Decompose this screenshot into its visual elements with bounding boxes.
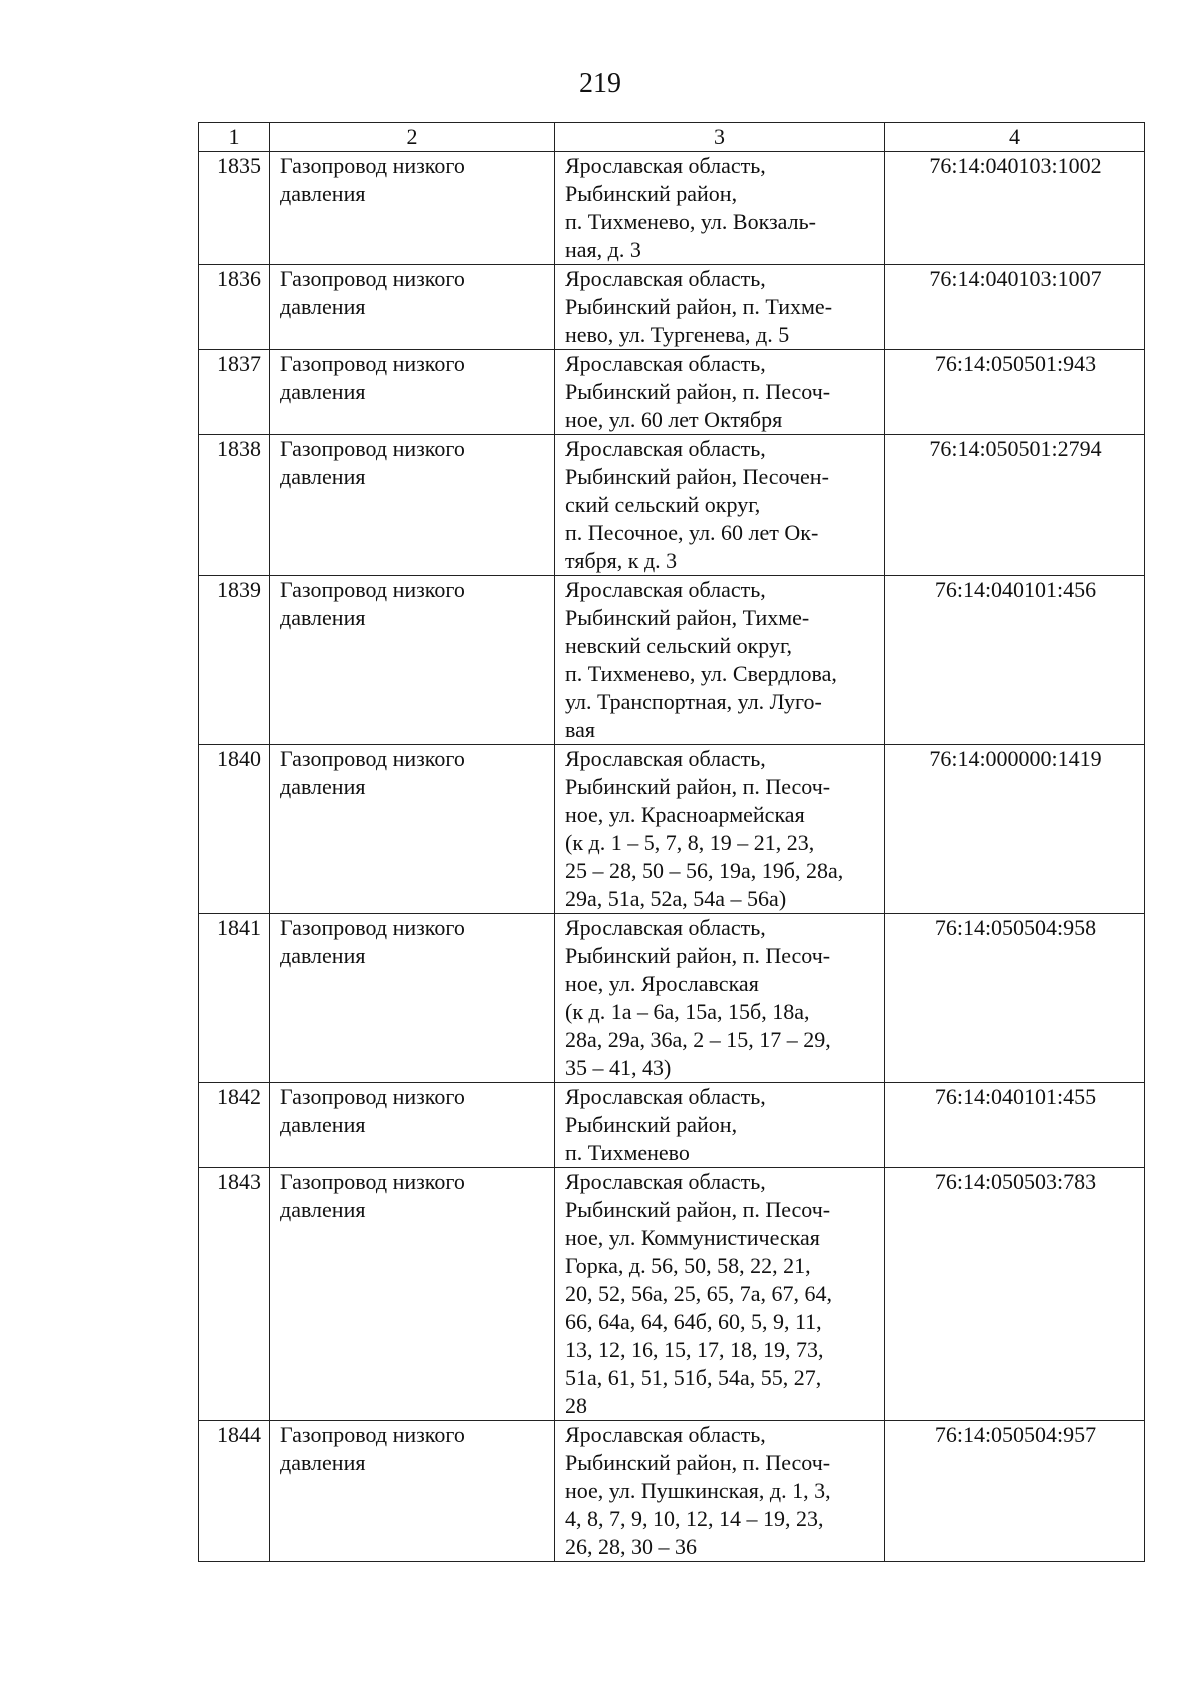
table-row xyxy=(199,745,1145,914)
address-cell xyxy=(555,152,885,265)
object-name-line: давления xyxy=(280,943,366,968)
cadastral-number: 76:14:050504:958 xyxy=(885,914,1145,1083)
row-number: 1836 xyxy=(199,265,270,350)
address-line: 13, 12, 16, 15, 17, 18, 19, 73, xyxy=(565,1337,824,1362)
column-header-3: 3 xyxy=(555,123,885,152)
table-row xyxy=(199,265,1145,350)
address-line: Рыбинский район, п. Песоч- xyxy=(565,379,831,404)
object-name-cell xyxy=(270,435,555,576)
table-body xyxy=(199,152,1145,1562)
address-line: невский сельский округ, xyxy=(565,633,793,658)
address-line: Рыбинский район, xyxy=(565,181,738,206)
object-name-line: Газопровод низкого xyxy=(280,436,465,461)
cadastral-number: 76:14:050501:943 xyxy=(885,350,1145,435)
table-row xyxy=(199,152,1145,265)
object-name-line: Газопровод низкого xyxy=(280,1084,465,1109)
address-line: 26, 28, 30 – 36 xyxy=(565,1534,697,1559)
object-name-line: давления xyxy=(280,1197,366,1222)
address-line: 28 xyxy=(565,1393,587,1418)
address-line: Ярославская область, xyxy=(565,915,766,940)
object-name-line: давления xyxy=(280,1112,366,1137)
row-number: 1843 xyxy=(199,1168,270,1421)
object-name-line: давления xyxy=(280,464,366,489)
address-cell xyxy=(555,1421,885,1562)
object-name-line: Газопровод низкого xyxy=(280,266,465,291)
column-header-1: 1 xyxy=(199,123,270,152)
table-row xyxy=(199,1168,1145,1421)
address-line: ное, ул. Коммунистическая xyxy=(565,1225,820,1250)
address-cell xyxy=(555,914,885,1083)
cadastral-number: 76:14:050503:783 xyxy=(885,1168,1145,1421)
address-line: Ярославская область, xyxy=(565,1422,766,1447)
cadastral-number: 76:14:040103:1002 xyxy=(885,152,1145,265)
object-name-line: Газопровод низкого xyxy=(280,153,465,178)
table-row xyxy=(199,576,1145,745)
address-line: п. Тихменево, ул. Свердлова, xyxy=(565,661,837,686)
address-line: Рыбинский район, п. Песоч- xyxy=(565,774,831,799)
address-line: Ярославская область, xyxy=(565,351,766,376)
object-name-line: давления xyxy=(280,774,366,799)
address-line: ное, ул. Пушкинская, д. 1, 3, xyxy=(565,1478,831,1503)
row-number: 1844 xyxy=(199,1421,270,1562)
address-line: 35 – 41, 43) xyxy=(565,1055,672,1080)
address-line: Ярославская область, xyxy=(565,577,766,602)
cadastral-number: 76:14:040103:1007 xyxy=(885,265,1145,350)
address-line: Рыбинский район, Песочен- xyxy=(565,464,829,489)
object-name-cell xyxy=(270,576,555,745)
address-line: Ярославская область, xyxy=(565,746,766,771)
address-line: ное, ул. 60 лет Октября xyxy=(565,407,783,432)
address-line: Ярославская область, xyxy=(565,153,766,178)
address-line: Ярославская область, xyxy=(565,436,766,461)
address-cell xyxy=(555,265,885,350)
object-name-cell xyxy=(270,745,555,914)
object-name-cell xyxy=(270,1083,555,1168)
object-name-line: Газопровод низкого xyxy=(280,746,465,771)
page-number: 219 xyxy=(579,68,621,99)
address-cell xyxy=(555,576,885,745)
table-row xyxy=(199,1421,1145,1562)
object-name-line: Газопровод низкого xyxy=(280,577,465,602)
row-number: 1839 xyxy=(199,576,270,745)
object-name-line: давления xyxy=(280,379,366,404)
address-line: 29а, 51а, 52а, 54а – 56а) xyxy=(565,886,787,911)
object-name-cell xyxy=(270,1168,555,1421)
address-line: ул. Транспортная, ул. Луго- xyxy=(565,689,822,714)
address-line: п. Песочное, ул. 60 лет Ок- xyxy=(565,520,819,545)
address-cell xyxy=(555,350,885,435)
address-line: Рыбинский район, п. Тихме- xyxy=(565,294,833,319)
address-cell xyxy=(555,745,885,914)
object-name-line: давления xyxy=(280,1450,366,1475)
cadastral-number: 76:14:040101:455 xyxy=(885,1083,1145,1168)
row-number: 1842 xyxy=(199,1083,270,1168)
address-line: Рыбинский район, Тихме- xyxy=(565,605,810,630)
address-line: Рыбинский район, п. Песоч- xyxy=(565,943,831,968)
address-cell xyxy=(555,435,885,576)
address-line: Рыбинский район, xyxy=(565,1112,738,1137)
object-name-cell xyxy=(270,914,555,1083)
row-number: 1835 xyxy=(199,152,270,265)
address-line: Рыбинский район, п. Песоч- xyxy=(565,1197,831,1222)
column-header-4: 4 xyxy=(885,123,1145,152)
cadastral-number: 76:14:040101:456 xyxy=(885,576,1145,745)
cadastral-number: 76:14:050501:2794 xyxy=(885,435,1145,576)
cadastral-number: 76:14:000000:1419 xyxy=(885,745,1145,914)
registry-table xyxy=(198,122,1145,1562)
address-line: ная, д. 3 xyxy=(565,237,641,262)
object-name-line: Газопровод низкого xyxy=(280,351,465,376)
address-cell xyxy=(555,1083,885,1168)
column-header-2: 2 xyxy=(270,123,555,152)
row-number: 1837 xyxy=(199,350,270,435)
object-name-line: Газопровод низкого xyxy=(280,915,465,940)
row-number: 1841 xyxy=(199,914,270,1083)
address-line: Ярославская область, xyxy=(565,266,766,291)
table-header-row xyxy=(199,123,1145,152)
address-line: ное, ул. Ярославская xyxy=(565,971,759,996)
table-row xyxy=(199,1083,1145,1168)
address-line: п. Тихменево xyxy=(565,1140,690,1165)
address-line: (к д. 1 – 5, 7, 8, 19 – 21, 23, xyxy=(565,830,815,855)
address-line: 66, 64а, 64, 64б, 60, 5, 9, 11, xyxy=(565,1309,822,1334)
address-line: Ярославская область, xyxy=(565,1084,766,1109)
object-name-cell xyxy=(270,350,555,435)
object-name-line: давления xyxy=(280,605,366,630)
object-name-line: Газопровод низкого xyxy=(280,1422,465,1447)
object-name-cell xyxy=(270,265,555,350)
row-number: 1840 xyxy=(199,745,270,914)
address-line: 51а, 61, 51, 51б, 54а, 55, 27, xyxy=(565,1365,822,1390)
address-line: Ярославская область, xyxy=(565,1169,766,1194)
address-line: Горка, д. 56, 50, 58, 22, 21, xyxy=(565,1253,811,1278)
address-line: вая xyxy=(565,717,595,742)
table-row xyxy=(199,350,1145,435)
object-name-line: давления xyxy=(280,181,366,206)
address-line: нево, ул. Тургенева, д. 5 xyxy=(565,322,790,347)
address-line: 25 – 28, 50 – 56, 19а, 19б, 28а, xyxy=(565,858,844,883)
table-row xyxy=(199,914,1145,1083)
row-number: 1838 xyxy=(199,435,270,576)
object-name-line: Газопровод низкого xyxy=(280,1169,465,1194)
address-line: 20, 52, 56а, 25, 65, 7а, 67, 64, xyxy=(565,1281,833,1306)
table-row xyxy=(199,435,1145,576)
address-cell xyxy=(555,1168,885,1421)
address-line: 28а, 29а, 36а, 2 – 15, 17 – 29, xyxy=(565,1027,831,1052)
cadastral-number: 76:14:050504:957 xyxy=(885,1421,1145,1562)
address-line: п. Тихменево, ул. Вокзаль- xyxy=(565,209,816,234)
address-line: ский сельский округ, xyxy=(565,492,761,517)
address-line: Рыбинский район, п. Песоч- xyxy=(565,1450,831,1475)
address-line: ное, ул. Красноармейская xyxy=(565,802,805,827)
object-name-line: давления xyxy=(280,294,366,319)
address-line: (к д. 1а – 6а, 15а, 15б, 18а, xyxy=(565,999,810,1024)
address-line: 4, 8, 7, 9, 10, 12, 14 – 19, 23, xyxy=(565,1506,824,1531)
address-line: тября, к д. 3 xyxy=(565,548,678,573)
object-name-cell xyxy=(270,1421,555,1562)
object-name-cell xyxy=(270,152,555,265)
